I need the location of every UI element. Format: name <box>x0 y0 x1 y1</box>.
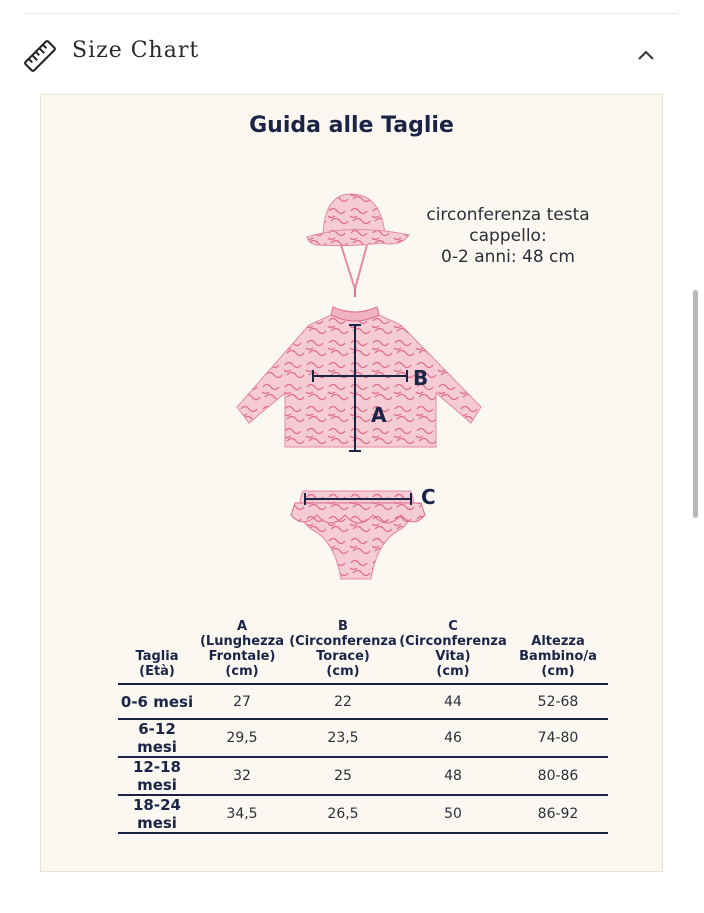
table-row <box>118 684 608 719</box>
chevron-up-icon[interactable] <box>636 48 656 62</box>
cell-height: 52-68 <box>508 684 608 719</box>
cell-size: 6-12 mesi <box>118 719 196 757</box>
cell-a: 32 <box>196 757 288 795</box>
table-header-row <box>118 619 608 684</box>
scrollbar-thumb[interactable] <box>693 290 698 518</box>
header-a: A (Lunghezza Frontale) (cm) <box>196 619 288 684</box>
size-table <box>118 619 608 834</box>
cell-c: 44 <box>398 684 508 719</box>
swimsuit-illustration <box>41 95 662 615</box>
cell-b: 22 <box>288 684 398 719</box>
hat-note-line: 0-2 anni: 48 cm <box>441 247 575 267</box>
cell-size: 18-24 mesi <box>118 795 196 833</box>
top-divider <box>24 13 678 14</box>
header-height: Altezza Bambino/a (cm) <box>508 619 608 684</box>
hat-note-line: cappello: <box>469 226 547 246</box>
cell-b: 23,5 <box>288 719 398 757</box>
label-c: C <box>421 485 436 509</box>
size-chart-accordion-header[interactable] <box>0 18 704 88</box>
cell-b: 25 <box>288 757 398 795</box>
cell-b: 26,5 <box>288 795 398 833</box>
header-c: C (Circonferenza Vita) (cm) <box>398 619 508 684</box>
cell-size: 12-18 mesi <box>118 757 196 795</box>
cell-a: 34,5 <box>196 795 288 833</box>
bottoms-shape <box>291 491 425 579</box>
guide-title: Guida alle Taglie <box>249 113 454 138</box>
ruler-icon <box>22 38 58 74</box>
table-row <box>118 757 608 795</box>
label-a: A <box>371 403 387 427</box>
cell-a: 27 <box>196 684 288 719</box>
cell-size: 0-6 mesi <box>118 684 196 719</box>
cell-c: 50 <box>398 795 508 833</box>
cell-height: 74-80 <box>508 719 608 757</box>
accordion-title: Size Chart <box>72 38 200 63</box>
label-b: B <box>413 366 429 390</box>
size-guide-card <box>40 94 663 872</box>
table-row <box>118 719 608 757</box>
header-size: Taglia (Età) <box>118 619 196 684</box>
hat-circumference-note <box>413 205 603 268</box>
header-b: B (Circonferenza Torace) (cm) <box>288 619 398 684</box>
table-row <box>118 795 608 833</box>
cell-a: 29,5 <box>196 719 288 757</box>
cell-c: 48 <box>398 757 508 795</box>
cell-height: 80-86 <box>508 757 608 795</box>
hat-shape <box>307 194 409 297</box>
hat-note-line: circonferenza testa <box>426 205 590 225</box>
cell-c: 46 <box>398 719 508 757</box>
cell-height: 86-92 <box>508 795 608 833</box>
